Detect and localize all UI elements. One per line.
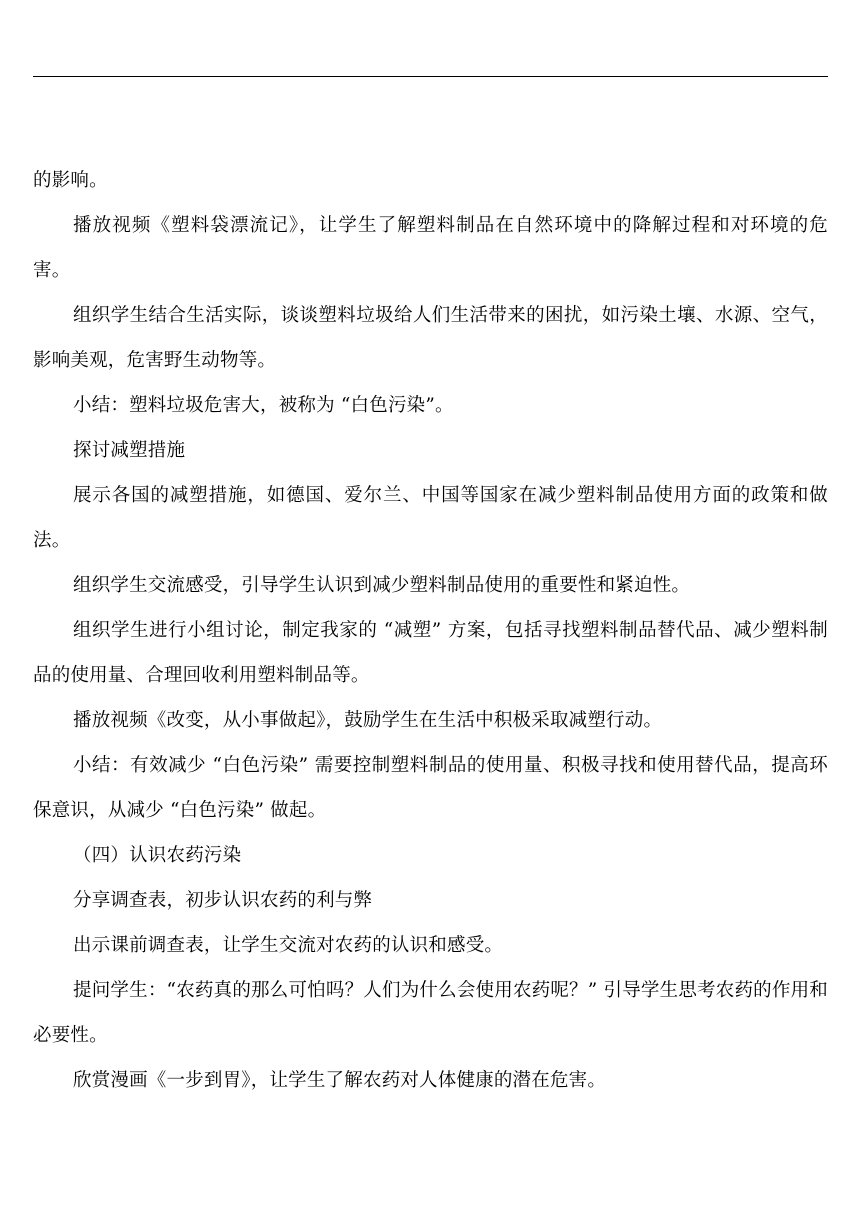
subheading: 分享调查表，初步认识农药的利与弊 — [73, 890, 373, 911]
paragraph: 组织学生进行小组讨论，制定我家的 “减塑” 方案，包括寻找塑料制品替代品、减少塑料制品的使用量、合理回收利用塑料制品等。 — [33, 620, 828, 686]
paragraph: 组织学生交流感受，引导学生认识到减少塑料制品使用的重要性和紧迫性。 — [73, 575, 691, 596]
subheading: 探讨减塑措施 — [73, 440, 186, 461]
paragraph: 播放视频《改变，从小事做起》，鼓励学生在生活中积极采取减塑行动。 — [73, 710, 663, 731]
paragraph: 提问学生：“农药真的那么可怕吗？人们为什么会使用农药呢？” 引导学生思考农药的作用和必要性。 — [33, 980, 828, 1046]
paragraph: 出示课前调查表，让学生交流对农药的认识和感受。 — [73, 935, 504, 956]
header-rule — [33, 76, 828, 77]
paragraph: 欣赏漫画《一步到胃》，让学生了解农药对人体健康的潜在危害。 — [73, 1070, 607, 1091]
paragraph: 小结：有效减少 “白色污染” 需要控制塑料制品的使用量、积极寻找和使用替代品，提高环保意识，从减少 “白色污染” 做起。 — [33, 755, 828, 821]
paragraph: 小结：塑料垃圾危害大，被称为 “白色污染”。 — [73, 395, 454, 416]
document-body — [33, 158, 828, 1103]
paragraph: 的影响。 — [33, 170, 108, 191]
paragraph: 组织学生结合生活实际，谈谈塑料垃圾给人们生活带来的困扰，如污染土壤、水源、空气，影响美观，危害野生动物等。 — [33, 305, 828, 371]
paragraph: 播放视频《塑料袋漂流记》，让学生了解塑料制品在自然环境中的降解过程和对环境的危害。 — [33, 215, 828, 281]
section-heading: （四）认识农药污染 — [73, 845, 242, 866]
paragraph: 展示各国的减塑措施，如德国、爱尔兰、中国等国家在减少塑料制品使用方面的政策和做法。 — [33, 485, 828, 551]
